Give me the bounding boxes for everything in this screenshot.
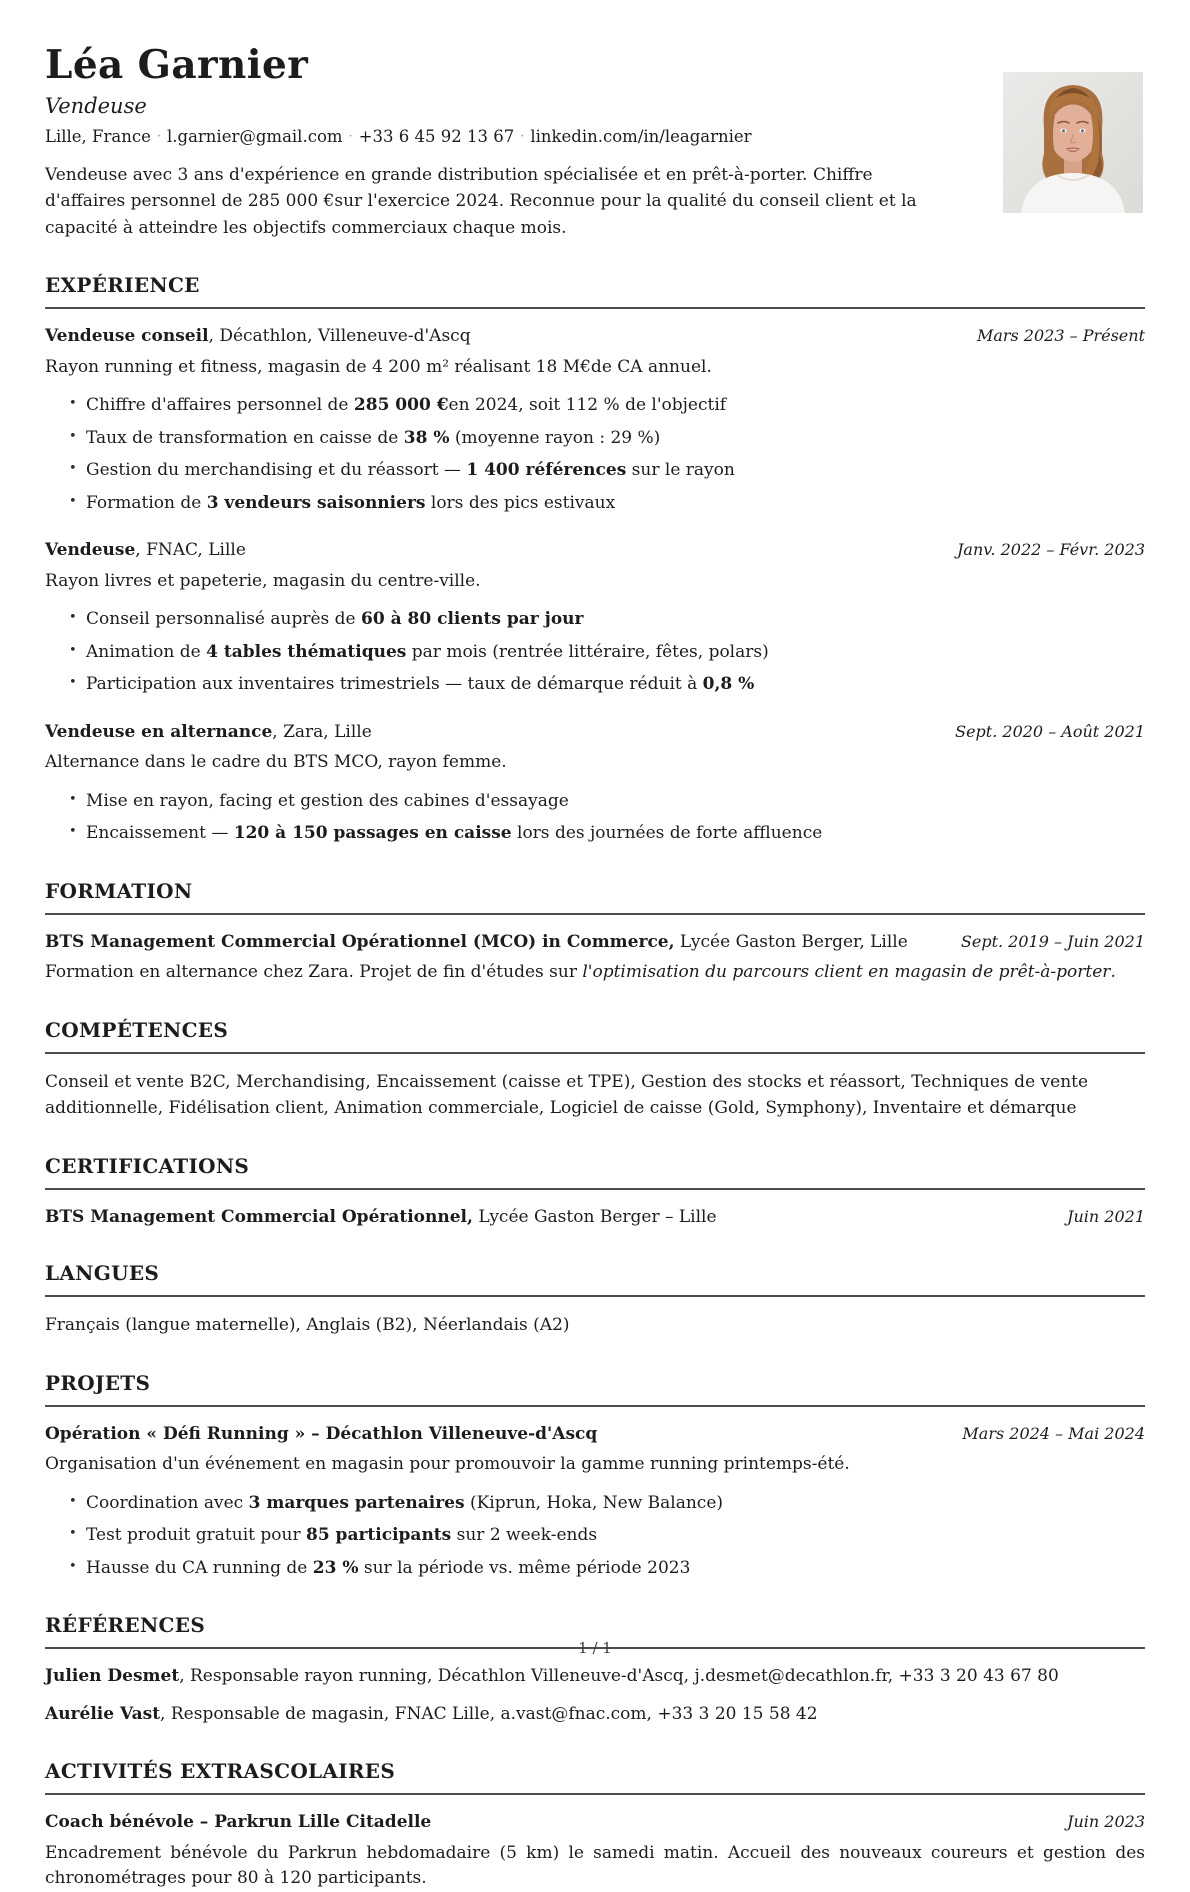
education-description: Formation en alternance chez Zara. Projet de fin d'études sur l'optimisation du parcours client en magasin de prêt-à-porter. [45,962,1116,983]
contact-line [45,127,1145,146]
job-entry [45,538,1145,698]
skills-text: Conseil et vente B2C, Merchandising, Encaissement (caisse et TPE), Gestion des stocks et réassort, Techniques de vente additionnelle, Fidélisation client, Animation commerciale, Logiciel de caisse (Gold, Symphony), Inventaire et démarque [45,1071,1089,1119]
contact-separator: · [520,128,525,144]
job-date: Mars 2023 – Présent [976,325,1145,345]
section-activites [45,1759,1145,1892]
section-heading-references: RÉFÉRENCES [45,1613,1145,1649]
project-entry [45,1422,1145,1582]
section-heading-certifications: CERTIFICATIONS [45,1154,1145,1190]
education-entry [45,930,1145,986]
project-title: Opération « Défi Running » – Décathlon Villeneuve-d'Ascq [45,1423,598,1444]
reference-item: Julien Desmet, Responsable rayon running, Décathlon Villeneuve-d'Ascq, j.desmet@decathlon.fr, +33 3 20 43 67 80 [45,1666,1059,1687]
job-bullet-list [45,607,1145,698]
section-certifications [45,1154,1145,1230]
project-subtitle: Organisation d'un événement en magasin pour promouvoir la gamme running printemps-été. [45,1454,850,1475]
profile-photo [1003,72,1143,213]
bullet-item: • Animation de 4 tables thématiques par mois (rentrée littéraire, fêtes, polars) [69,640,1145,666]
section-heading-activites: ACTIVITÉS EXTRASCOLAIRES [45,1759,1145,1795]
contact-separator: · [348,128,353,144]
bullet-item: • Formation de 3 vendeurs saisonniers lors des pics estivaux [69,491,1145,517]
section-experience [45,273,1145,847]
job-subtitle: Rayon running et fitness, magasin de 4 200 m² réalisant 18 M€de CA annuel. [45,356,712,377]
certification-title: BTS Management Commercial Opérationnel, Lycée Gaston Berger – Lille [45,1206,717,1227]
candidate-name: Léa Garnier [45,42,309,88]
bullet-item: • Hausse du CA running de 23 % sur la période vs. même période 2023 [69,1556,1145,1582]
job-title: Vendeuse, FNAC, Lille [45,540,246,561]
bullet-item: • Chiffre d'affaires personnel de 285 000 €en 2024, soit 112 % de l'objectif [69,393,1145,419]
project-bullet-list [45,1491,1145,1582]
bullet-item: • Conseil personnalisé auprès de 60 à 80 clients par jour [69,607,1145,633]
reference-item: Aurélie Vast, Responsable de magasin, FNAC Lille, a.vast@fnac.com, +33 3 20 15 58 42 [45,1703,818,1724]
activity-entry [45,1810,1145,1892]
section-references [45,1613,1145,1727]
section-projets [45,1371,1145,1582]
job-subtitle: Rayon livres et papeterie, magasin du centre-ville. [45,570,481,591]
bullet-item: • Taux de transformation en caisse de 38 % (moyenne rayon : 29 %) [69,426,1145,452]
bullet-item: • Encaissement — 120 à 150 passages en caisse lors des journées de forte affluence [69,821,1145,847]
certification-entry [45,1205,1145,1230]
job-date: Sept. 2020 – Août 2021 [955,721,1145,741]
job-date: Janv. 2022 – Févr. 2023 [957,540,1145,560]
bullet-item: • Coordination avec 3 marques partenaires (Kiprun, Hoka, New Balance) [69,1491,1145,1517]
education-title: BTS Management Commercial Opérationnel (MCO) in Commerce, Lycée Gaston Berger, Lille [45,931,908,952]
contact-email: l.garnier@gmail.com [167,126,343,146]
resume-header [45,44,1145,241]
section-langues [45,1261,1145,1338]
section-formation [45,879,1145,986]
section-heading-langues: LANGUES [45,1261,1145,1297]
contact-separator: · [156,128,161,144]
education-date: Sept. 2019 – Juin 2021 [960,931,1145,951]
candidate-title: Vendeuse [45,93,147,118]
section-heading-experience: EXPÉRIENCE [45,273,1145,309]
job-entry [45,720,1145,847]
job-title: Vendeuse conseil, Décathlon, Villeneuve-d'Ascq [45,325,471,346]
activity-date: Juin 2023 [1067,1812,1145,1832]
section-heading-formation: FORMATION [45,879,1145,915]
contact-linkedin: linkedin.com/in/leagarnier [530,126,752,146]
bullet-item: • Mise en rayon, facing et gestion des cabines d'essayage [69,789,1145,815]
job-bullet-list [45,789,1145,847]
certification-date: Juin 2021 [1067,1206,1145,1226]
project-date: Mars 2024 – Mai 2024 [962,1423,1145,1443]
bullet-item: • Test produit gratuit pour 85 participants sur 2 week-ends [69,1523,1145,1549]
contact-phone: +33 6 45 92 13 67 [358,126,515,146]
job-subtitle: Alternance dans le cadre du BTS MCO, rayon femme. [45,752,507,773]
section-competences [45,1018,1145,1122]
languages-text: Français (langue maternelle), Anglais (B2), Néerlandais (A2) [45,1315,570,1336]
activity-title: Coach bénévole – Parkrun Lille Citadelle [45,1812,432,1833]
job-title: Vendeuse en alternance, Zara, Lille [45,721,372,742]
job-entry [45,324,1145,516]
section-heading-projets: PROJETS [45,1371,1145,1407]
job-bullet-list [45,393,1145,516]
section-heading-competences: COMPÉTENCES [45,1018,1145,1054]
bullet-item: • Gestion du merchandising et du réassort — 1 400 références sur le rayon [69,458,1145,484]
profile-summary: Vendeuse avec 3 ans d'expérience en grande distribution spécialisée et en prêt-à-porter. Chiffre d'affaires personnel de 285 000 €sur l'exercice 2024. Reconnue pour la qualité du conseil client et la capacité à atteindre les objectifs commerciaux chaque mois. [45,164,917,238]
bullet-item: • Participation aux inventaires trimestriels — taux de démarque réduit à 0,8 % [69,672,1145,698]
activity-description: Encadrement bénévole du Parkrun hebdomadaire (5 km) le samedi matin. Accueil des nouveaux coureurs et gestion des chronométrages pour 80 à 120 participants. [45,1842,1145,1889]
page-number: 1 / 1 [578,1639,612,1657]
contact-location: Lille, France [45,126,151,146]
